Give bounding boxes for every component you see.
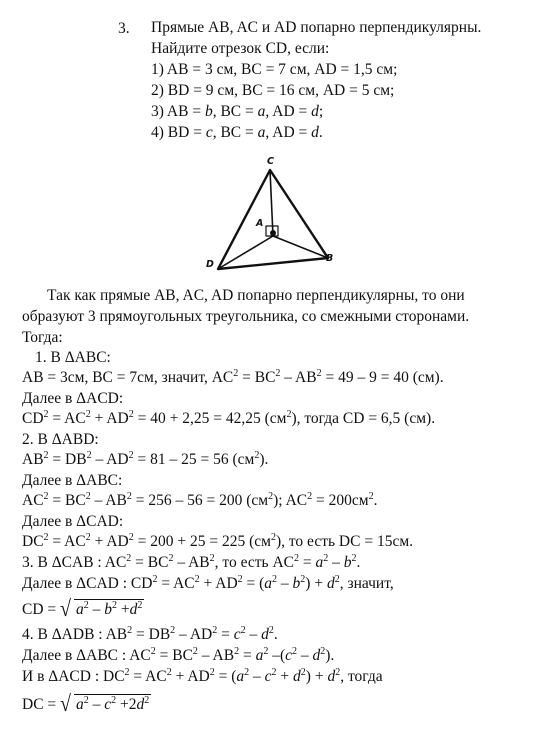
vertex-a-dot	[270, 230, 276, 236]
step4-line-2: Далее в ΔABC : $AC^2 = BC^2 - AB^2 = a^2$ $-(c^2 - d^2)$.	[22, 646, 335, 664]
label-a: A	[256, 218, 264, 229]
problem-number: 3.	[118, 20, 130, 37]
label-d: D	[206, 259, 214, 270]
solution-intro-1: Так как прямые AB, AC, AD попарно перпендикулярны, то они	[47, 287, 465, 304]
step3-line-2: Далее в ΔCAD : $CD^2 = AC^2 + AD^2 = (a^2 - b^2) + d^2$, значит,	[22, 574, 394, 592]
sqrt-expression-2: √ $a^2 - c^2 +2d^2$	[60, 691, 150, 717]
problem-line-4: 2) BD = 9 см, BC = 16 см, AD = 5 см;	[151, 82, 395, 99]
step1-line-1: AB = 3см, BC = 7см, значит, $AC^2 = BC^2 - AB^2 = 49 - 9 = 40$ (см).	[22, 368, 444, 386]
step3-line-3: CD = √ $a^2 - b^2 +d^2$	[22, 596, 143, 622]
step4-line-1: 4. В ΔADB : $AB^2 = DB^2 - AD^2 = c^2 - d^2$.	[22, 625, 278, 643]
problem-line-1: Прямые AB, AC и AD попарно перпендикулярны.	[151, 19, 482, 36]
sqrt-expression-1: √ $a^2 - b^2 +d^2$	[60, 596, 143, 622]
problem-line-6: 4) BD = c, BC = a, AD = d.	[151, 124, 323, 141]
step4-line-4: DC = √ $a^2 - c^2 +2d^2$	[22, 691, 150, 717]
tetrahedron-figure	[200, 150, 370, 275]
step2-heading: 2. В ΔABD:	[22, 431, 99, 448]
step2-line-5: $DC^2 = AC^2 + AD^2 = 200 + 25 = 225$ $(см^2)$, то есть DC = 15см.	[22, 532, 414, 550]
step3-line-1: 3. В ΔCAB : $AC^2 = BC^2 - AB^2$, то есть $AC^2 = a^2 - b^2$.	[22, 553, 361, 571]
step2-line-1: $AB^2 = DB^2 - AD^2 = 81 - 25 = 56$ $(см^2)$.	[22, 450, 269, 468]
step2-line-2: Далее в ΔABC:	[22, 472, 123, 489]
step2-line-4: Далее в ΔCAD:	[22, 513, 124, 530]
step1-line-3: $CD^2 = AC^2 + AD^2 = 40 + 2,25 = 42,25$ $(см^2)$, тогда CD = 6,5 (см).	[22, 409, 436, 427]
solution-intro-2: образуют 3 прямоугольных треугольника, со смежными сторонами.	[22, 308, 470, 325]
problem-line-3: 1) AB = 3 см, BC = 7 см, AD = 1,5 см;	[151, 61, 398, 78]
step1-line-2: Далее в ΔACD:	[22, 390, 124, 407]
step4-line-3: И в ΔACD : $DC^2 = AC^2 + AD^2 = (a^2 - c^2 + d^2) + d^2$, тогда	[22, 667, 383, 685]
step1-heading: 1. В ΔABC:	[35, 349, 111, 366]
label-b: B	[326, 253, 334, 264]
solution-intro-3: Тогда:	[22, 329, 63, 346]
label-c: C	[267, 156, 274, 167]
step2-line-3: $AC^2 = BC^2 - AB^2 = 256 - 56 = 200$ $(см^2)$; $AC^2 = 200см^2$.	[22, 491, 378, 509]
problem-line-2: Найдите отрезок CD, если:	[151, 40, 330, 57]
problem-line-5: 3) AB = b, BC = a, AD = d;	[151, 103, 324, 120]
